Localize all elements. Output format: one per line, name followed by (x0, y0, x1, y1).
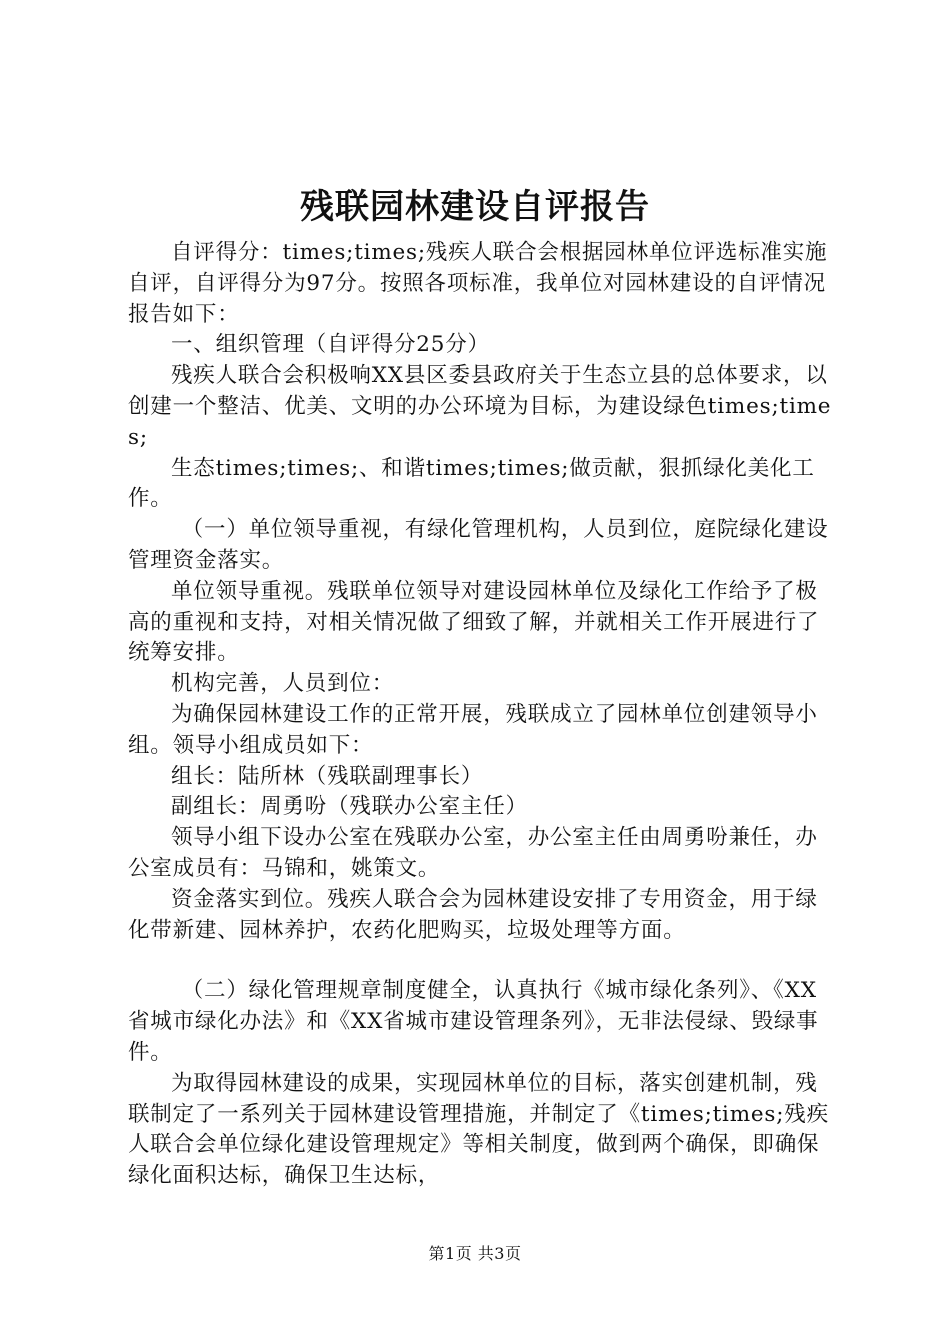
paragraph-deputy-leader: 副组长：周勇吩（残联办公室主任） (171, 794, 528, 820)
paragraph-group-setup: 为确保园林建设工作的正常开展，残联成立了园林单位创建领导小组。领导小组成员如下： (128, 701, 818, 758)
subsection-heading-regulations: （二）绿化管理规章制度健全，认真执行《城市绿化条列》、《XX省城市绿化办法》和《XX省城市建设管理条列》，无非法侵绿、毁绿事件。 (128, 978, 819, 1065)
page-footer: 第1页 共3页 (428, 1244, 522, 1263)
subsection-heading-leadership: （一）单位领导重视，有绿化管理机构，人员到位，庭院绿化建设管理资金落实。 (128, 517, 829, 573)
paragraph-leadership: 单位领导重视。残联单位领导对建设园林单位及绿化工作给予了极高的重视和支持，对相关情况做了细致了解，并就相关工作开展进行了统筹安排。 (128, 578, 820, 666)
section-heading-organization: 一、组织管理（自评得分25分） (171, 332, 490, 358)
paragraph-ecology: 生态times;times;、和谐times;times;做贡献，狠抓绿化美化工作。 (128, 455, 815, 512)
document-title: 残联园林建设自评报告 (300, 187, 650, 227)
paragraph-group-leader: 组长：陆所林（残联副理事长） (171, 763, 484, 789)
paragraph-measures: 为取得园林建设的成果，实现园林单位的目标，落实创建机制，残联制定了一系列关于园林建设管理措施，并制定了《times;times;残疾人联合会单位绿化建设管理规定》等相关制度，做到两个确保，即确保绿化面积达标，确保卫生达标， (128, 1070, 829, 1189)
paragraph-self-score: 自评得分：times;times;残疾人联合会根据园林单位评选标准实施自评，自评得分为97分。按照各项标准，我单位对园林建设的自评情况报告如下： (128, 240, 828, 327)
paragraph-institution: 机构完善，人员到位： (171, 671, 395, 697)
document-body (128, 238, 833, 1192)
paragraph-requirements: 残疾人联合会积极响XX县区委县政府关于生态立县的总体要求，以创建一个整洁、优美、文明的办公环境为目标，为建设绿色times;times; (128, 363, 832, 450)
paragraph-office: 领导小组下设办公室在残联办公室，办公室主任由周勇吩兼任，办公室成员有：马锦和，姚策文。 (128, 825, 818, 881)
paragraph-funding: 资金落实到位。残疾人联合会为园林建设安排了专用资金，用于绿化带新建、园林养护，农药化肥购买，垃圾处理等方面。 (128, 886, 818, 943)
